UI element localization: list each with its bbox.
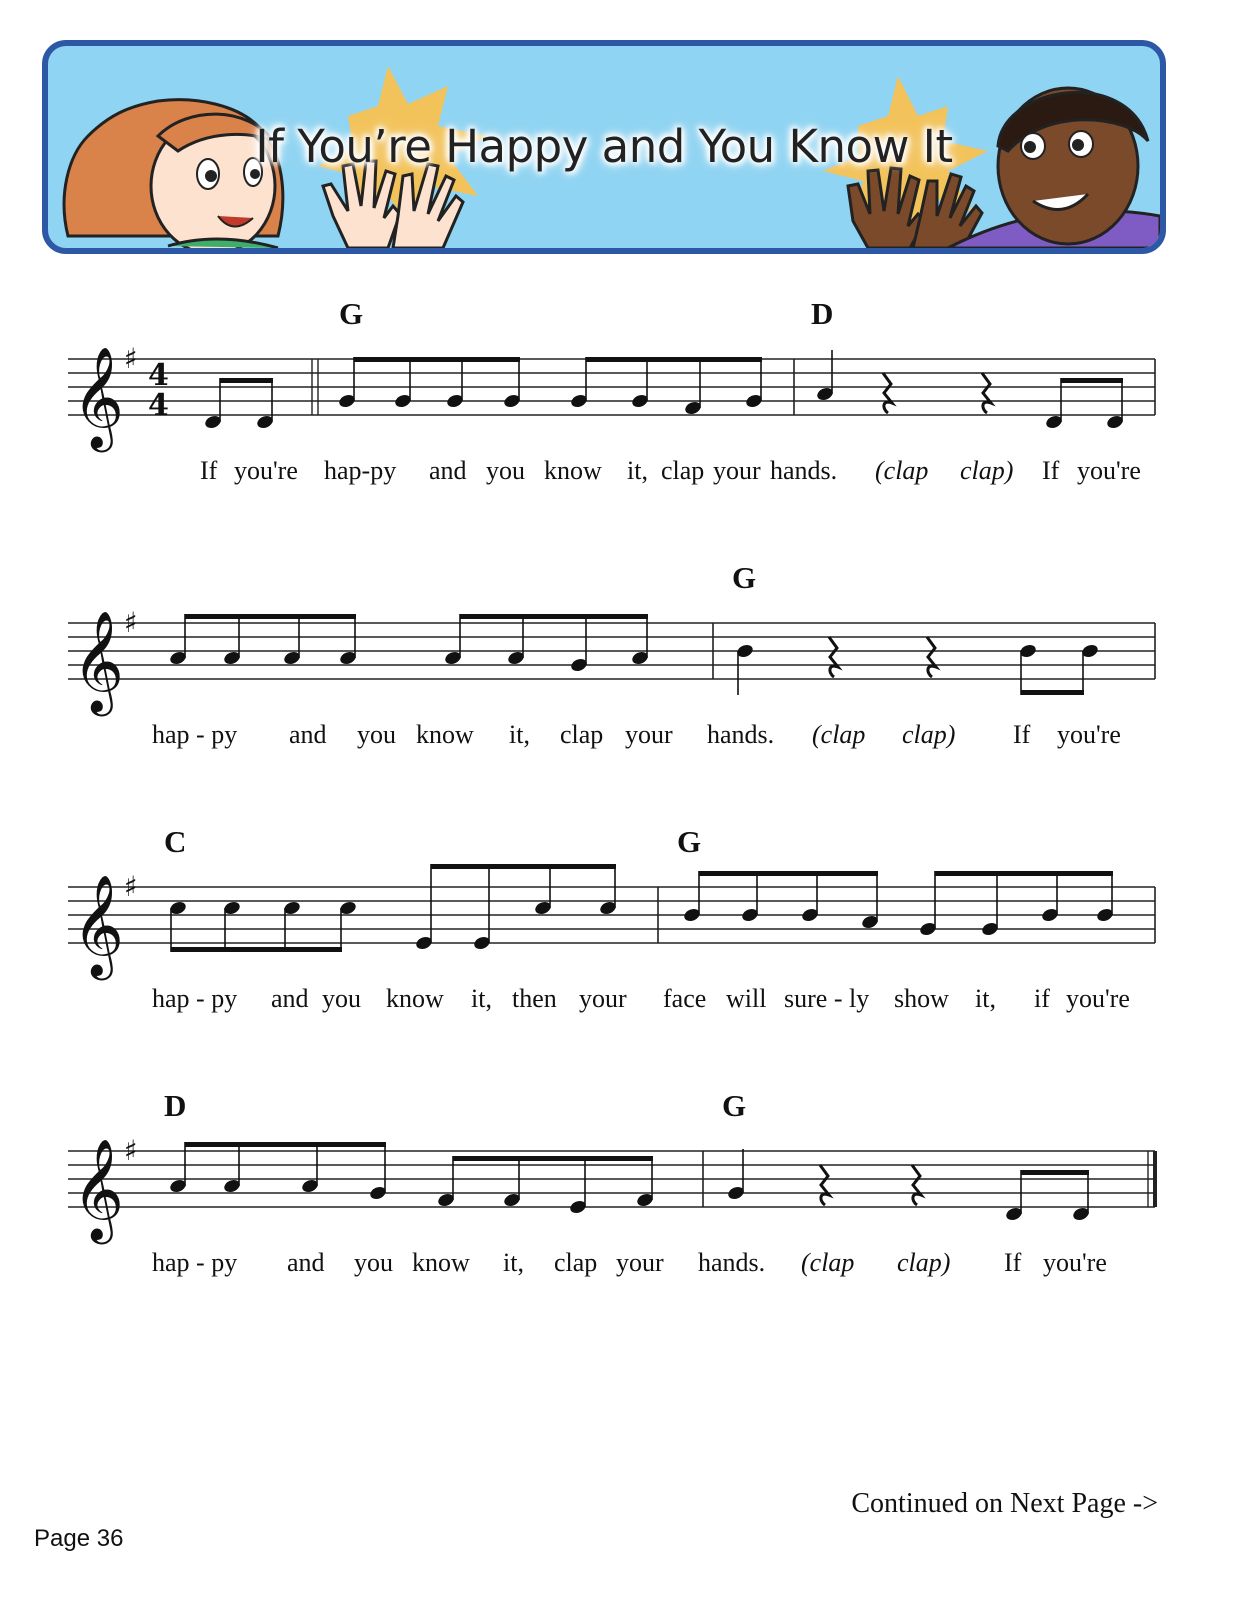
quarter-rest-icon xyxy=(982,373,991,413)
lyric-syllable: and xyxy=(429,456,467,485)
note-beam xyxy=(185,614,356,619)
sharp-icon: ♯ xyxy=(124,342,138,375)
lyric-syllable: show xyxy=(894,984,949,1013)
treble-clef-icon: 𝄞 xyxy=(72,609,125,712)
lyric-syllable: hap-py xyxy=(324,456,397,485)
lyric-syllable: clap xyxy=(560,720,604,749)
time-signature-bottom: 4 xyxy=(148,388,169,423)
music-system-2 xyxy=(60,560,1170,760)
lyric-syllable: hap - py xyxy=(152,1248,238,1277)
lyric-syllable: your xyxy=(713,456,761,485)
lyric-clap: clap) xyxy=(902,720,956,749)
lyric-syllable: clap xyxy=(661,456,705,485)
quarter-rest-icon xyxy=(883,373,892,413)
lyric-syllable: know xyxy=(544,456,602,485)
lyric-syllable: If xyxy=(1042,456,1060,485)
note-beam xyxy=(935,871,1113,876)
note-beam xyxy=(1021,1170,1089,1175)
lyric-syllable: If xyxy=(1013,720,1031,749)
lyric-syllable: your xyxy=(625,720,673,749)
lyric-syllable: it, xyxy=(509,720,530,749)
lyric-syllable: and xyxy=(287,1248,325,1277)
note-beam xyxy=(586,357,762,362)
staff-2 xyxy=(60,560,1170,710)
lyric-syllable: you xyxy=(322,984,361,1013)
lyric-syllable: hap - py xyxy=(152,984,238,1013)
lyric-syllable: hands. xyxy=(698,1248,766,1277)
treble-clef-icon: 𝄞 xyxy=(72,873,125,976)
lyric-syllable: and xyxy=(289,720,327,749)
music-system-3 xyxy=(60,824,1170,1024)
note-beam xyxy=(699,871,878,876)
lyrics-line-3 xyxy=(60,984,1170,1020)
lyric-syllable: know xyxy=(412,1248,470,1277)
sharp-icon: ♯ xyxy=(124,870,138,903)
lyric-syllable: then xyxy=(512,984,557,1013)
lyric-clap: clap) xyxy=(897,1248,951,1277)
staff-1 xyxy=(60,296,1170,446)
note-beam xyxy=(185,1142,386,1147)
lyric-syllable: will xyxy=(726,984,767,1013)
lyric-syllable: clap xyxy=(554,1248,598,1277)
lyric-syllable: you're xyxy=(1043,1248,1107,1277)
lyric-syllable: you xyxy=(354,1248,393,1277)
lyric-syllable: you're xyxy=(1066,984,1130,1013)
lyric-syllable: sure - ly xyxy=(784,984,870,1013)
lyric-clap: (clap xyxy=(812,720,866,749)
lyrics-line-4 xyxy=(60,1248,1170,1284)
lyric-clap: (clap xyxy=(875,456,929,485)
lyric-syllable: face xyxy=(663,984,707,1013)
lyric-syllable: it, xyxy=(975,984,996,1013)
lyric-syllable: know xyxy=(416,720,474,749)
time-signature-top: 4 xyxy=(148,358,169,393)
lyric-syllable: your xyxy=(579,984,627,1013)
lyric-syllable: you xyxy=(486,456,525,485)
chord-symbol: C xyxy=(164,824,187,859)
lyric-syllable: you're xyxy=(234,456,298,485)
lyric-clap: (clap xyxy=(801,1248,855,1277)
sharp-icon: ♯ xyxy=(124,606,138,639)
staff-3 xyxy=(60,824,1170,974)
music-system-1 xyxy=(60,296,1170,496)
music-system-4 xyxy=(60,1088,1170,1288)
song-title: If You’re Happy and You Know It xyxy=(255,120,953,173)
lyric-syllable: hands. xyxy=(770,456,838,485)
lyric-syllable: you're xyxy=(1057,720,1121,749)
chord-symbol: G xyxy=(722,1088,747,1123)
chord-symbol: G xyxy=(339,296,364,331)
note-beam xyxy=(1021,690,1084,695)
lyric-syllable: hands. xyxy=(707,720,775,749)
lyric-syllable: hap - py xyxy=(152,720,238,749)
title-banner xyxy=(42,40,1166,254)
lyric-syllable: If xyxy=(1004,1248,1022,1277)
note-beam xyxy=(1061,378,1123,383)
lyric-syllable: you xyxy=(357,720,396,749)
note-beam xyxy=(460,614,648,619)
chord-symbol: D xyxy=(164,1088,187,1123)
lyric-syllable: If xyxy=(200,456,218,485)
quarter-rest-icon xyxy=(820,1165,829,1205)
staff-4 xyxy=(60,1088,1170,1238)
note-beam xyxy=(354,357,520,362)
quarter-rest-icon xyxy=(829,637,838,677)
note-beam xyxy=(220,378,273,383)
chord-symbol: G xyxy=(677,824,702,859)
treble-clef-icon: 𝄞 xyxy=(72,345,125,448)
lyrics-line-2 xyxy=(60,720,1170,756)
lyric-syllable: your xyxy=(616,1248,664,1277)
lyric-syllable: if xyxy=(1034,984,1050,1013)
quarter-rest-icon xyxy=(912,1165,921,1205)
continued-note: Continued on Next Page -> xyxy=(851,1488,1158,1519)
lyric-clap: clap) xyxy=(960,456,1014,485)
lyrics-line-1 xyxy=(60,456,1170,492)
chord-symbol: D xyxy=(811,296,834,331)
note-beam xyxy=(453,1156,653,1161)
sharp-icon: ♯ xyxy=(124,1134,138,1167)
quarter-rest-icon xyxy=(927,637,936,677)
lyric-syllable: it, xyxy=(627,456,648,485)
lyric-syllable: know xyxy=(386,984,444,1013)
lyric-syllable: you're xyxy=(1077,456,1141,485)
lyric-syllable: it, xyxy=(503,1248,524,1277)
lyric-syllable: it, xyxy=(471,984,492,1013)
lyric-syllable: and xyxy=(271,984,309,1013)
note-beam xyxy=(171,947,342,952)
note-beam xyxy=(431,864,616,869)
treble-clef-icon: 𝄞 xyxy=(72,1137,125,1240)
page-number: Page 36 xyxy=(34,1525,124,1552)
chord-symbol: G xyxy=(732,560,757,595)
